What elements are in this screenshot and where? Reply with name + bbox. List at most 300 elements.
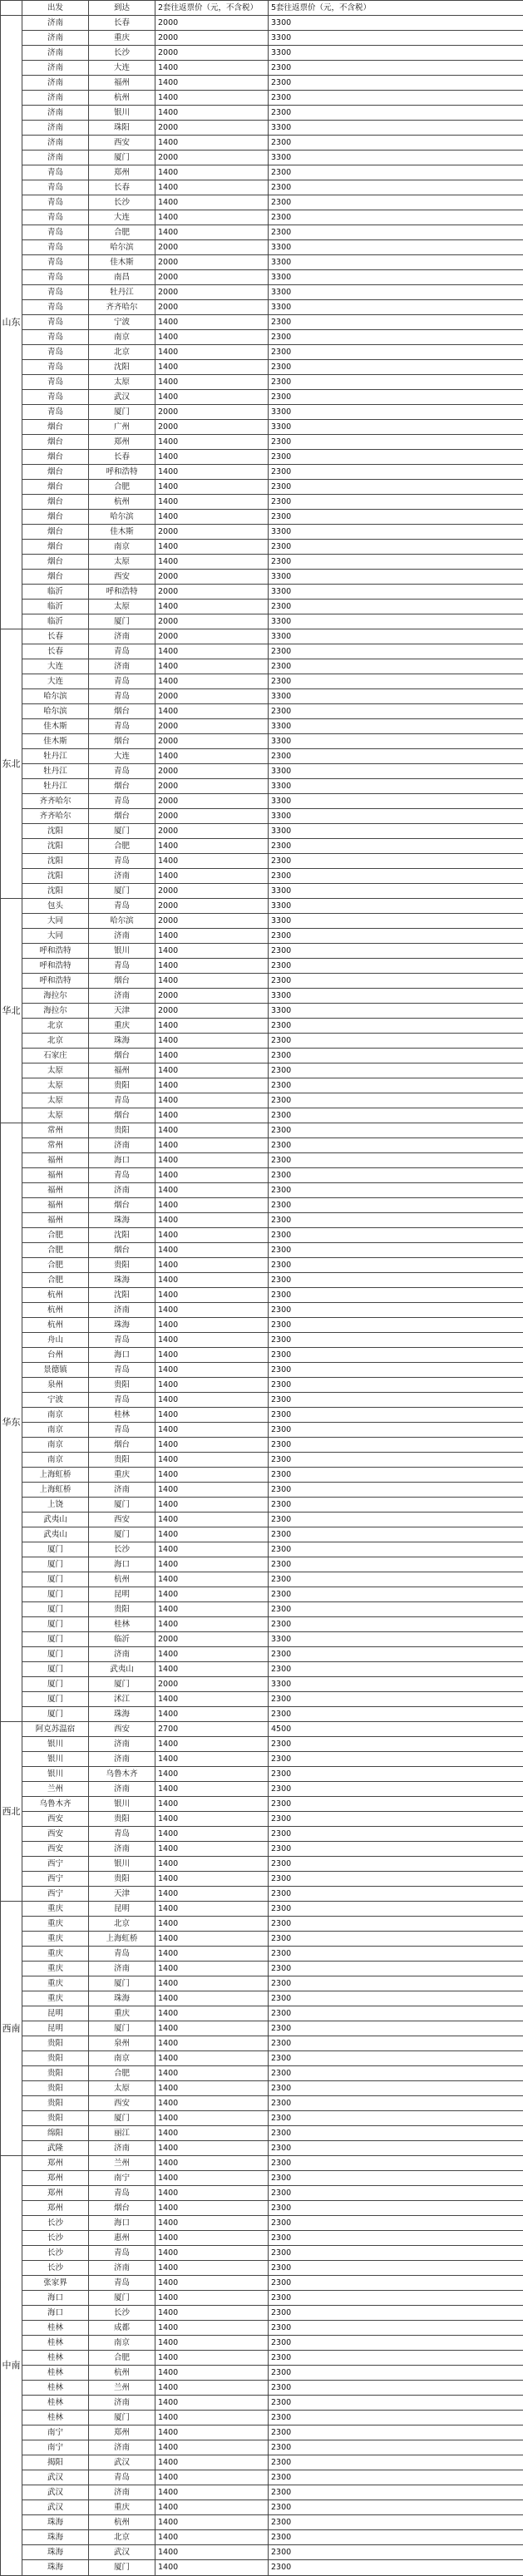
- destination-cell: 西安: [89, 136, 155, 151]
- destination-cell: 武汉: [89, 2455, 155, 2470]
- origin-cell: 合肥: [22, 1258, 89, 1273]
- origin-cell: 青岛: [22, 390, 89, 405]
- price-2-sets-cell: 1400: [155, 1962, 269, 1976]
- price-2-sets-cell: 1400: [155, 1228, 269, 1243]
- price-5-sets-cell: 2300: [269, 360, 523, 375]
- origin-cell: 武夷山: [22, 1513, 89, 1527]
- price-2-sets-cell: 2000: [155, 151, 269, 165]
- table-row: [1, 2081, 523, 2096]
- price-5-sets-cell: 2300: [269, 1842, 523, 1857]
- header-from: 出发: [22, 1, 89, 16]
- table-row: [1, 2021, 523, 2036]
- price-5-sets-cell: 2300: [269, 195, 523, 210]
- price-5-sets-cell: 3300: [269, 794, 523, 809]
- table-row: [1, 1168, 523, 1183]
- price-2-sets-cell: 2000: [155, 121, 269, 136]
- price-5-sets-cell: 2300: [269, 1183, 523, 1198]
- table-row: [1, 2515, 523, 2530]
- price-2-sets-cell: 1400: [155, 1812, 269, 1827]
- destination-cell: 青岛: [89, 899, 155, 914]
- destination-cell: 武汉: [89, 390, 155, 405]
- price-2-sets-cell: 2000: [155, 779, 269, 794]
- price-2-sets-cell: 1400: [155, 2021, 269, 2036]
- table-row: [1, 1602, 523, 1617]
- price-5-sets-cell: 2300: [269, 1542, 523, 1557]
- region-cell: 西南: [1, 1902, 22, 2156]
- table-row: [1, 225, 523, 240]
- origin-cell: 烟台: [22, 510, 89, 525]
- price-2-sets-cell: 1400: [155, 2111, 269, 2126]
- origin-cell: 贵阳: [22, 2096, 89, 2111]
- price-5-sets-cell: 3300: [269, 1632, 523, 1647]
- destination-cell: 烟台: [89, 734, 155, 749]
- origin-cell: 大同: [22, 914, 89, 929]
- origin-cell: 南京: [22, 1408, 89, 1423]
- destination-cell: 太原: [89, 2081, 155, 2096]
- destination-cell: 哈尔滨: [89, 510, 155, 525]
- destination-cell: 北京: [89, 1917, 155, 1932]
- price-2-sets-cell: 1400: [155, 2156, 269, 2171]
- price-2-sets-cell: 1400: [155, 1932, 269, 1947]
- price-2-sets-cell: 1400: [155, 1153, 269, 1168]
- price-2-sets-cell: 1400: [155, 2321, 269, 2336]
- origin-cell: 大连: [22, 674, 89, 689]
- price-2-sets-cell: 1400: [155, 1273, 269, 1288]
- destination-cell: 厦门: [89, 2411, 155, 2425]
- price-2-sets-cell: 1400: [155, 1243, 269, 1258]
- destination-cell: 厦门: [89, 824, 155, 839]
- price-2-sets-cell: 1400: [155, 959, 269, 974]
- destination-cell: 昆明: [89, 1587, 155, 1602]
- destination-cell: 大连: [89, 749, 155, 764]
- table-row: [1, 600, 523, 614]
- table-row: [1, 1962, 523, 1976]
- price-5-sets-cell: 2300: [269, 1153, 523, 1168]
- origin-cell: 南宁: [22, 2440, 89, 2455]
- price-5-sets-cell: 2300: [269, 2530, 523, 2545]
- price-2-sets-cell: 2000: [155, 989, 269, 1004]
- table-row: [1, 375, 523, 390]
- table-row: [1, 2306, 523, 2321]
- price-5-sets-cell: 2300: [269, 1138, 523, 1153]
- price-2-sets-cell: 1400: [155, 2515, 269, 2530]
- origin-cell: 银川: [22, 1767, 89, 1782]
- origin-cell: 珠海: [22, 2560, 89, 2576]
- destination-cell: 福州: [89, 76, 155, 91]
- price-2-sets-cell: 1400: [155, 2066, 269, 2081]
- price-2-sets-cell: 1400: [155, 2336, 269, 2351]
- origin-cell: 杭州: [22, 1318, 89, 1333]
- price-2-sets-cell: 1400: [155, 1617, 269, 1632]
- price-5-sets-cell: 2300: [269, 210, 523, 225]
- destination-cell: 济南: [89, 1303, 155, 1318]
- price-2-sets-cell: 1400: [155, 929, 269, 944]
- price-5-sets-cell: 2300: [269, 1063, 523, 1078]
- price-5-sets-cell: 2300: [269, 315, 523, 330]
- table-row: [1, 1243, 523, 1258]
- destination-cell: 牡丹江: [89, 285, 155, 300]
- table-row: [1, 1632, 523, 1647]
- table-row: [1, 1932, 523, 1947]
- price-5-sets-cell: 2300: [269, 1917, 523, 1932]
- destination-cell: 杭州: [89, 2366, 155, 2381]
- origin-cell: 沈阳: [22, 869, 89, 884]
- destination-cell: 银川: [89, 944, 155, 959]
- destination-cell: 厦门: [89, 614, 155, 629]
- destination-cell: 长春: [89, 450, 155, 465]
- origin-cell: 沈阳: [22, 824, 89, 839]
- destination-cell: 贵阳: [89, 1378, 155, 1393]
- price-5-sets-cell: 2300: [269, 2036, 523, 2051]
- table-row: [1, 2036, 523, 2051]
- price-2-sets-cell: 2000: [155, 794, 269, 809]
- header-price-5-sets: 5套往返票价（元，不含税）: [269, 1, 523, 16]
- destination-cell: 济南: [89, 629, 155, 644]
- price-2-sets-cell: 1400: [155, 1872, 269, 1887]
- destination-cell: 重庆: [89, 2006, 155, 2021]
- destination-cell: 合肥: [89, 2066, 155, 2081]
- table-row: [1, 629, 523, 644]
- price-5-sets-cell: 2300: [269, 2261, 523, 2276]
- destination-cell: 济南: [89, 2261, 155, 2276]
- origin-cell: 济南: [22, 151, 89, 165]
- table-row: [1, 689, 523, 704]
- table-row: [1, 195, 523, 210]
- destination-cell: 济南: [89, 1842, 155, 1857]
- table-row: [1, 1976, 523, 1991]
- table-row: [1, 525, 523, 540]
- price-2-sets-cell: 2000: [155, 1632, 269, 1647]
- origin-cell: 青岛: [22, 270, 89, 285]
- price-2-sets-cell: 1400: [155, 2470, 269, 2485]
- destination-cell: 青岛: [89, 1827, 155, 1842]
- price-5-sets-cell: 3300: [269, 420, 523, 435]
- table-row: [1, 1542, 523, 1557]
- origin-cell: 济南: [22, 121, 89, 136]
- origin-cell: 贵阳: [22, 2036, 89, 2051]
- destination-cell: 呼和浩特: [89, 585, 155, 600]
- origin-cell: 常州: [22, 1123, 89, 1138]
- origin-cell: 合肥: [22, 1243, 89, 1258]
- price-5-sets-cell: 2300: [269, 1198, 523, 1213]
- price-5-sets-cell: 2300: [269, 2306, 523, 2321]
- origin-cell: 厦门: [22, 1557, 89, 1572]
- price-5-sets-cell: 3300: [269, 31, 523, 46]
- price-2-sets-cell: 2000: [155, 525, 269, 540]
- price-5-sets-cell: 2300: [269, 2396, 523, 2411]
- table-row: [1, 16, 523, 31]
- table-row: [1, 1228, 523, 1243]
- origin-cell: 桂林: [22, 2366, 89, 2381]
- table-row: [1, 1991, 523, 2006]
- table-row: [1, 914, 523, 929]
- destination-cell: 济南: [89, 1782, 155, 1797]
- origin-cell: 福州: [22, 1198, 89, 1213]
- price-5-sets-cell: 2300: [269, 1228, 523, 1243]
- price-5-sets-cell: 3300: [269, 285, 523, 300]
- table-row: [1, 1797, 523, 1812]
- destination-cell: 桂林: [89, 1617, 155, 1632]
- price-2-sets-cell: 1400: [155, 510, 269, 525]
- price-2-sets-cell: 1400: [155, 1363, 269, 1378]
- table-row: [1, 1318, 523, 1333]
- origin-cell: 大连: [22, 659, 89, 674]
- price-5-sets-cell: 2300: [269, 749, 523, 764]
- origin-cell: 珠海: [22, 2545, 89, 2560]
- price-5-sets-cell: 2300: [269, 180, 523, 195]
- price-5-sets-cell: 3300: [269, 151, 523, 165]
- table-row: [1, 644, 523, 659]
- price-2-sets-cell: 2000: [155, 629, 269, 644]
- table-row: [1, 405, 523, 420]
- price-5-sets-cell: 2300: [269, 2411, 523, 2425]
- destination-cell: 青岛: [89, 1333, 155, 1348]
- origin-cell: 南京: [22, 1438, 89, 1453]
- origin-cell: 重庆: [22, 1991, 89, 2006]
- table-row: [1, 570, 523, 585]
- price-2-sets-cell: 1400: [155, 555, 269, 570]
- table-row: [1, 61, 523, 76]
- price-2-sets-cell: 1400: [155, 1453, 269, 1468]
- destination-cell: 长沙: [89, 2306, 155, 2321]
- price-2-sets-cell: 1400: [155, 839, 269, 854]
- price-5-sets-cell: 3300: [269, 884, 523, 899]
- table-row: [1, 614, 523, 629]
- origin-cell: 青岛: [22, 165, 89, 180]
- origin-cell: 上饶: [22, 1498, 89, 1513]
- origin-cell: 烟台: [22, 420, 89, 435]
- table-row: [1, 480, 523, 495]
- table-row: [1, 2560, 523, 2576]
- price-5-sets-cell: 2300: [269, 480, 523, 495]
- origin-cell: 青岛: [22, 360, 89, 375]
- table-row: [1, 944, 523, 959]
- origin-cell: 青岛: [22, 255, 89, 270]
- destination-cell: 银川: [89, 1857, 155, 1872]
- price-2-sets-cell: 1400: [155, 2500, 269, 2515]
- price-2-sets-cell: 2000: [155, 689, 269, 704]
- price-2-sets-cell: 1400: [155, 1423, 269, 1438]
- origin-cell: 沈阳: [22, 854, 89, 869]
- destination-cell: 西安: [89, 1722, 155, 1737]
- table-row: [1, 1902, 523, 1917]
- destination-cell: 青岛: [89, 2470, 155, 2485]
- table-row: [1, 929, 523, 944]
- price-2-sets-cell: 1400: [155, 600, 269, 614]
- table-row: [1, 1004, 523, 1019]
- origin-cell: 太原: [22, 1108, 89, 1123]
- table-row: [1, 1453, 523, 1468]
- price-2-sets-cell: 1400: [155, 225, 269, 240]
- price-5-sets-cell: 2300: [269, 1902, 523, 1917]
- destination-cell: 厦门: [89, 2560, 155, 2576]
- destination-cell: 济南: [89, 659, 155, 674]
- price-2-sets-cell: 1400: [155, 2231, 269, 2246]
- origin-cell: 武汉: [22, 2470, 89, 2485]
- price-2-sets-cell: 1400: [155, 974, 269, 989]
- price-2-sets-cell: 1400: [155, 180, 269, 195]
- origin-cell: 沈阳: [22, 839, 89, 854]
- price-2-sets-cell: 2700: [155, 1722, 269, 1737]
- table-row: [1, 1034, 523, 1049]
- price-2-sets-cell: 1400: [155, 2006, 269, 2021]
- header-region: [1, 1, 22, 16]
- destination-cell: 青岛: [89, 2276, 155, 2291]
- price-2-sets-cell: 1400: [155, 2545, 269, 2560]
- table-row: [1, 2336, 523, 2351]
- price-2-sets-cell: 1400: [155, 2381, 269, 2396]
- price-5-sets-cell: 3300: [269, 734, 523, 749]
- price-2-sets-cell: 1400: [155, 1258, 269, 1273]
- table-row: [1, 869, 523, 884]
- origin-cell: 厦门: [22, 1647, 89, 1662]
- table-row: [1, 1198, 523, 1213]
- origin-cell: 长春: [22, 629, 89, 644]
- origin-cell: 桂林: [22, 2381, 89, 2396]
- table-row: [1, 1737, 523, 1752]
- origin-cell: 济南: [22, 16, 89, 31]
- table-row: [1, 974, 523, 989]
- price-2-sets-cell: 1400: [155, 450, 269, 465]
- table-row: [1, 1617, 523, 1632]
- destination-cell: 济南: [89, 2440, 155, 2455]
- price-2-sets-cell: 1400: [155, 1063, 269, 1078]
- origin-cell: 青岛: [22, 315, 89, 330]
- table-row: [1, 674, 523, 689]
- destination-cell: 青岛: [89, 1168, 155, 1183]
- destination-cell: 长沙: [89, 46, 155, 61]
- destination-cell: 珠海: [89, 1318, 155, 1333]
- origin-cell: 济南: [22, 31, 89, 46]
- price-2-sets-cell: 1400: [155, 644, 269, 659]
- region-cell: 华北: [1, 899, 22, 1123]
- price-5-sets-cell: 2300: [269, 1991, 523, 2006]
- table-row: [1, 1812, 523, 1827]
- price-2-sets-cell: 1400: [155, 1991, 269, 2006]
- price-2-sets-cell: 2000: [155, 614, 269, 629]
- origin-cell: 郑州: [22, 2156, 89, 2171]
- table-row: [1, 2126, 523, 2141]
- price-2-sets-cell: 1400: [155, 1093, 269, 1108]
- price-5-sets-cell: 2300: [269, 1049, 523, 1063]
- price-2-sets-cell: 1400: [155, 1767, 269, 1782]
- price-5-sets-cell: 2300: [269, 136, 523, 151]
- table-row: [1, 360, 523, 375]
- origin-cell: 上海虹桥: [22, 1483, 89, 1498]
- origin-cell: 桂林: [22, 2396, 89, 2411]
- table-row: [1, 704, 523, 719]
- price-5-sets-cell: 3300: [269, 809, 523, 824]
- origin-cell: 贵阳: [22, 2066, 89, 2081]
- price-5-sets-cell: 2300: [269, 2216, 523, 2231]
- table-row: [1, 1438, 523, 1453]
- table-row: [1, 2201, 523, 2216]
- destination-cell: 烟台: [89, 1198, 155, 1213]
- origin-cell: 福州: [22, 1213, 89, 1228]
- table-row: [1, 2440, 523, 2455]
- table-row: [1, 2141, 523, 2156]
- price-5-sets-cell: 2300: [269, 869, 523, 884]
- destination-cell: 太原: [89, 555, 155, 570]
- destination-cell: 乌鲁木齐: [89, 1767, 155, 1782]
- origin-cell: 重庆: [22, 1932, 89, 1947]
- table-row: [1, 2096, 523, 2111]
- destination-cell: 青岛: [89, 959, 155, 974]
- price-5-sets-cell: 3300: [269, 989, 523, 1004]
- price-5-sets-cell: 2300: [269, 1303, 523, 1318]
- destination-cell: 厦门: [89, 1677, 155, 1692]
- destination-cell: 济南: [89, 1647, 155, 1662]
- destination-cell: 烟台: [89, 809, 155, 824]
- destination-cell: 济南: [89, 1483, 155, 1498]
- price-5-sets-cell: 3300: [269, 689, 523, 704]
- price-2-sets-cell: 1400: [155, 106, 269, 121]
- destination-cell: 合肥: [89, 480, 155, 495]
- price-2-sets-cell: 2000: [155, 46, 269, 61]
- destination-cell: 珠海: [89, 1991, 155, 2006]
- price-2-sets-cell: 1400: [155, 330, 269, 345]
- table-row: [1, 1019, 523, 1034]
- table-row: [1, 719, 523, 734]
- origin-cell: 重庆: [22, 1962, 89, 1976]
- destination-cell: 兰州: [89, 2156, 155, 2171]
- destination-cell: 沭江: [89, 1692, 155, 1707]
- price-2-sets-cell: 1400: [155, 1707, 269, 1722]
- table-row: [1, 2351, 523, 2366]
- price-5-sets-cell: 2300: [269, 600, 523, 614]
- price-5-sets-cell: 2300: [269, 1857, 523, 1872]
- destination-cell: 厦门: [89, 1976, 155, 1991]
- table-row: [1, 1363, 523, 1378]
- destination-cell: 惠州: [89, 2231, 155, 2246]
- table-row: [1, 136, 523, 151]
- price-2-sets-cell: 1400: [155, 1019, 269, 1034]
- price-5-sets-cell: 2300: [269, 1557, 523, 1572]
- origin-cell: 佳木斯: [22, 734, 89, 749]
- destination-cell: 青岛: [89, 1393, 155, 1408]
- price-2-sets-cell: 2000: [155, 884, 269, 899]
- table-row: [1, 2396, 523, 2411]
- price-5-sets-cell: 2300: [269, 2186, 523, 2201]
- destination-cell: 青岛: [89, 689, 155, 704]
- origin-cell: 宁波: [22, 1393, 89, 1408]
- price-2-sets-cell: 2000: [155, 420, 269, 435]
- destination-cell: 济南: [89, 929, 155, 944]
- origin-cell: 济南: [22, 91, 89, 106]
- price-5-sets-cell: 2300: [269, 1438, 523, 1453]
- price-5-sets-cell: 2300: [269, 2515, 523, 2530]
- origin-cell: 南京: [22, 1453, 89, 1468]
- price-2-sets-cell: 1400: [155, 1303, 269, 1318]
- table-row: [1, 1887, 523, 1902]
- origin-cell: 佳木斯: [22, 719, 89, 734]
- table-row: [1, 31, 523, 46]
- price-2-sets-cell: 1400: [155, 1168, 269, 1183]
- price-5-sets-cell: 2300: [269, 2425, 523, 2440]
- price-2-sets-cell: 1400: [155, 2036, 269, 2051]
- destination-cell: 银川: [89, 106, 155, 121]
- price-2-sets-cell: 1400: [155, 360, 269, 375]
- table-row: [1, 1138, 523, 1153]
- table-row: [1, 91, 523, 106]
- destination-cell: 厦门: [89, 1527, 155, 1542]
- table-row: [1, 1078, 523, 1093]
- origin-cell: 绵阳: [22, 2126, 89, 2141]
- price-5-sets-cell: 2300: [269, 1078, 523, 1093]
- price-2-sets-cell: 1400: [155, 1737, 269, 1752]
- region-cell: 中南: [1, 2156, 22, 2576]
- destination-cell: 成都: [89, 2321, 155, 2336]
